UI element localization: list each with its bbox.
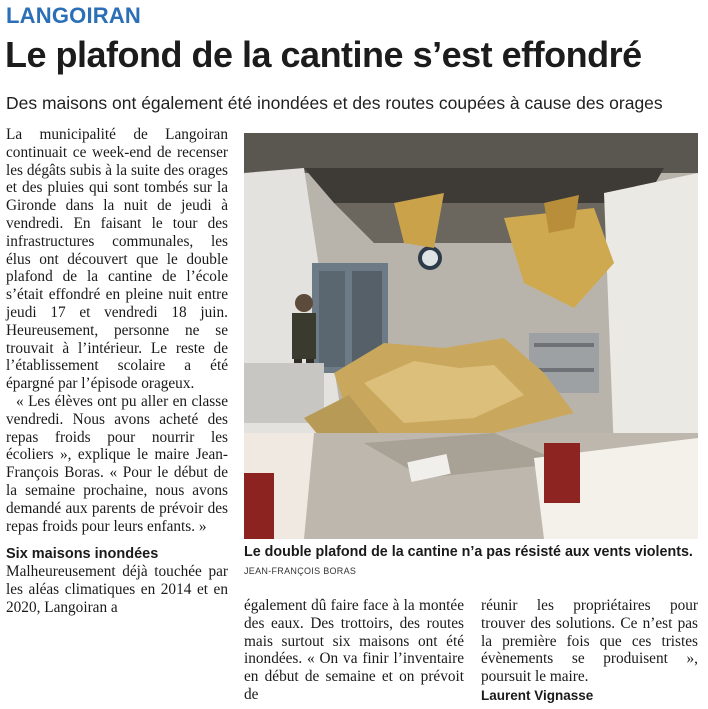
section-label: LANGOIRAN (6, 3, 142, 28)
paragraph-col2: également dû faire face à la montée des eaux. Des trottoirs, des routes mais surtout six maisons ont été inondées. « On va finir l’inventaire en début de semaine et on prévoit de (244, 597, 464, 703)
article-subtitle: Des maisons ont également été inondées et des routes coupées à cause des orages (6, 93, 663, 113)
paragraph-quote: « Les élèves ont pu aller en classe vendredi. Nous avons acheté des repas froids pour nourrir les écoliers », explique le maire Jean-François Boras. « Pour le début de la semaine prochaine, nous avons demandé aux parents de prévoir des repas froids pour leurs enfants. » (6, 392, 228, 535)
section-subheading: Six maisons inondées (6, 546, 159, 563)
author-byline: Laurent Vignasse (481, 687, 594, 703)
photo-caption (244, 543, 698, 580)
column-1 (6, 126, 228, 617)
column-3 (481, 597, 698, 705)
paragraph-col3: réunir les propriétaires pour trouver des solutions. Ce n’est pas la première fois que ces tristes évènements se produisent », poursuit le maire. (481, 597, 698, 686)
paragraph-intro: La municipalité de Langoiran continuait ce week-end de recenser les dégâts subis à la suite des orages et des pluies qui sont tombés sur la Gironde dans la nuit de jeudi à vendredi. En faisant le tour des infrastructures communales, les élus ont découvert que le double plafond de la cantine de l’école s’était effondré en pleine nuit entre jeudi 17 et vendredi 18 juin. Heureusement, personne ne se trouvait à l’intérieur. Le reste de l’établissement scolaire a été épargné par l’épisode orageux. (6, 126, 228, 393)
caption-text: Le double plafond de la cantine n’a pas résisté aux vents violents. (244, 544, 693, 560)
photo-credit: JEAN-FRANÇOIS BORAS (244, 566, 357, 576)
column-2 (244, 597, 464, 704)
paragraph-floods: Malheureusement déjà touchée par les aléas climatiques en 2014 et en 2020, Langoiran a (6, 563, 228, 616)
article-headline: Le plafond de la cantine s’est effondré (5, 34, 642, 75)
collapsed-ceiling-photo (244, 133, 698, 539)
article-photo (244, 133, 698, 539)
